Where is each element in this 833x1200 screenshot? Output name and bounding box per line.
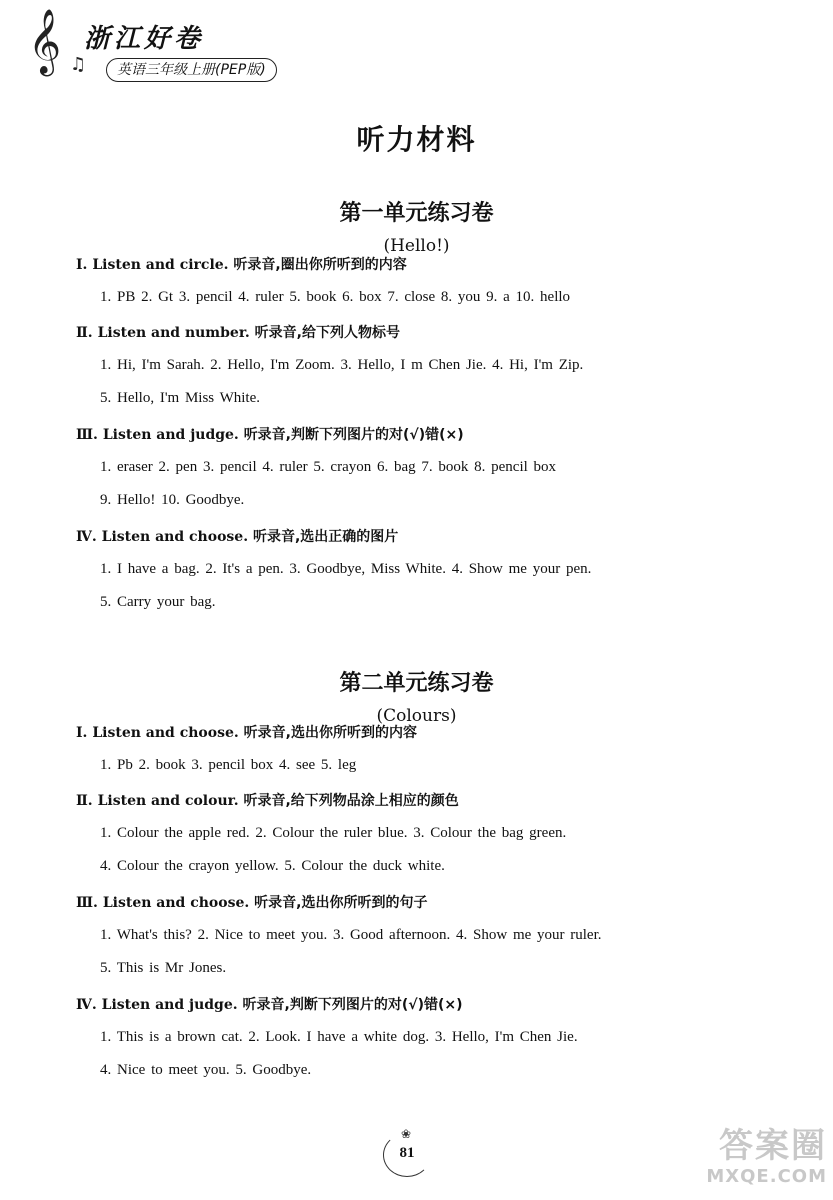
site-watermark xyxy=(687,1126,827,1196)
section-instruction-cn: 听录音,选出正确的图片 xyxy=(252,529,399,545)
answer-line: 5. Carry your bag. xyxy=(100,594,216,610)
section-instruction-cn: 听录音,选出你所听到的句子 xyxy=(254,895,428,911)
answer-line: 1. Pb 2. book 3. pencil box 4. see 5. leg xyxy=(100,757,357,773)
section-number: Ⅰ. xyxy=(76,725,88,741)
section-instruction-en: Listen and circle. xyxy=(92,257,229,273)
answer-line: 5. Hello, I'm Miss White. xyxy=(100,390,260,406)
answer-line: 1. What's this? 2. Nice to meet you. 3. Good afternoon. 4. Show me your ruler. xyxy=(100,927,602,943)
answer-line: 1. eraser 2. pen 3. pencil 4. ruler 5. crayon 6. bag 7. book 8. pencil box xyxy=(100,459,557,475)
section-instruction-en: Listen and number. xyxy=(97,325,250,341)
section-number: Ⅱ. xyxy=(76,325,93,341)
book-logo xyxy=(28,9,268,84)
section-instruction-en: Listen and judge. xyxy=(101,997,238,1013)
section-heading xyxy=(76,322,400,342)
section-instruction-cn: 听录音,圈出你所听到的内容 xyxy=(233,257,407,273)
answer-line: 1. I have a bag. 2. It's a pen. 3. Goodbye, Miss White. 4. Show me your pen. xyxy=(100,561,592,577)
answer-line: 5. This is Mr Jones. xyxy=(100,960,227,976)
unit-2-subtitle: (Colours) xyxy=(376,706,457,726)
answer-line: 4. Colour the crayon yellow. 5. Colour the duck white. xyxy=(100,858,445,874)
unit-1-subtitle: (Hello!) xyxy=(383,236,450,256)
section-heading xyxy=(76,892,427,912)
book-subtitle: 英语三年级上册(PEP版) xyxy=(106,58,277,82)
section-instruction-en: Listen and choose. xyxy=(102,895,250,911)
brand-title: 浙江好卷 xyxy=(84,24,205,54)
answer-line: 9. Hello! 10. Goodbye. xyxy=(100,492,245,508)
section-instruction-en: Listen and choose. xyxy=(101,529,249,545)
section-heading xyxy=(76,424,464,444)
section-number: Ⅲ. xyxy=(76,427,98,443)
unit-1-title: 第一单元练习卷 xyxy=(339,201,494,226)
section-number: Ⅲ. xyxy=(76,895,98,911)
answer-line: 1. This is a brown cat. 2. Look. I have a white dog. 3. Hello, I'm Chen Jie. xyxy=(100,1029,578,1045)
section-instruction-cn: 听录音,判断下列图片的对(√)错(×) xyxy=(242,997,463,1013)
section-instruction-en: Listen and colour. xyxy=(97,793,239,809)
section-instruction-en: Listen and choose. xyxy=(92,725,239,741)
section-heading xyxy=(76,722,417,742)
page-title: 听力材料 xyxy=(356,123,477,156)
section-number: Ⅳ. xyxy=(76,529,97,545)
watermark-cn: 答案圈 xyxy=(719,1126,827,1166)
page-number: 81 xyxy=(399,1145,415,1161)
section-heading xyxy=(76,526,398,546)
section-heading xyxy=(76,254,407,274)
section-heading xyxy=(76,790,459,810)
section-number: Ⅰ. xyxy=(76,257,88,273)
section-heading xyxy=(76,994,463,1014)
answer-line: 1. Colour the apple red. 2. Colour the ruler blue. 3. Colour the bag green. xyxy=(100,825,567,841)
section-number: Ⅱ. xyxy=(76,793,93,809)
answer-line: 1. PB 2. Gt 3. pencil 4. ruler 5. book 6. box 7. close 8. you 9. a 10. hello xyxy=(100,289,571,305)
music-notes-icon: ♫ xyxy=(70,54,87,75)
treble-clef-icon: 𝄞 xyxy=(28,9,62,74)
section-instruction-cn: 听录音,给下列人物标号 xyxy=(254,325,400,341)
section-instruction-cn: 听录音,给下列物品涂上相应的颜色 xyxy=(243,793,459,809)
page-number-badge xyxy=(383,1127,431,1177)
unit-2-title: 第二单元练习卷 xyxy=(339,671,494,696)
section-instruction-cn: 听录音,选出你所听到的内容 xyxy=(243,725,417,741)
answer-line: 4. Nice to meet you. 5. Goodbye. xyxy=(100,1062,312,1078)
section-number: Ⅳ. xyxy=(76,997,97,1013)
leaf-icon: ❀ xyxy=(401,1127,412,1141)
section-instruction-cn: 听录音,判断下列图片的对(√)错(×) xyxy=(243,427,464,443)
watermark-en: MXQE.COM xyxy=(706,1166,827,1187)
section-instruction-en: Listen and judge. xyxy=(102,427,239,443)
answer-line: 1. Hi, I'm Sarah. 2. Hello, I'm Zoom. 3. Hello, I m Chen Jie. 4. Hi, I'm Zip. xyxy=(100,357,584,373)
